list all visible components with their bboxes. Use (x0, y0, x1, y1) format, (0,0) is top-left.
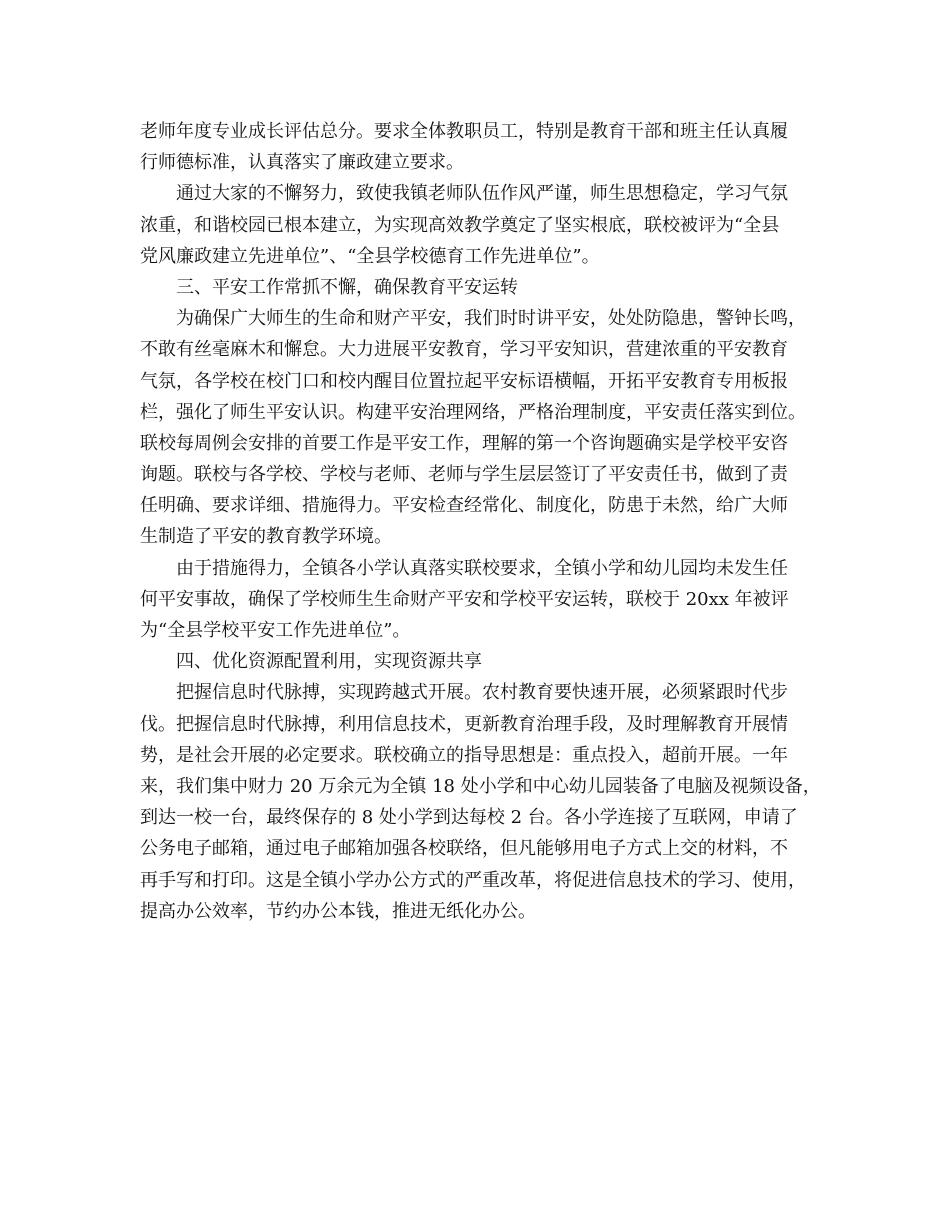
text-line: 到达一校一台，最终保存的 8 处小学到达每校 2 台。各小学连接了互联网，申请了 (140, 807, 798, 829)
text-line: 通过大家的不懈努力，致使我镇老师队伍作风严谨，师生思想稳定，学习气氛 (176, 183, 788, 205)
text-line: 公务电子邮箱，通过电子邮箱加强各校联络，但凡能够用电子方式上交的材料，不 (140, 838, 788, 860)
text-line: 询题。联校与各学校、学校与老师、老师与学生层层签订了平安责任书，做到了责 (140, 464, 788, 486)
text-line: 四、优化资源配置利用，实现资源共享 (176, 651, 482, 673)
text-line: 老师年度专业成长评估总分。要求全体教职员工，特别是教育干部和班主任认真履 (140, 121, 788, 142)
text-line: 何平安事故，确保了学校师生生命财产平安和学校平安运转，联校于 20xx 年被评 (140, 588, 789, 610)
text-line: 行师德标准，认真落实了廉政建立要求。 (140, 152, 464, 174)
text-line: 不敢有丝毫麻木和懈怠。大力进展平安教育，学习平安知识，营建浓重的平安教育 (140, 339, 788, 361)
document-body (140, 116, 830, 927)
text-line: 来，我们集中财力 20 万余元为全镇 18 处小学和中心幼儿园装备了电脑及视频设备， (140, 775, 821, 797)
text-line: 伐。把握信息时代脉搏，利用信息技术，更新教育治理手段，及时理解教育开展情 (140, 713, 788, 735)
text-line: 把握信息时代脉搏，实现跨越式开展。农村教育要快速开展，必须紧跟时代步 (176, 682, 788, 704)
text-line: 生制造了平安的教育教学环境。 (140, 526, 392, 548)
text-line: 为“全县学校平安工作先进单位”。 (140, 620, 411, 641)
text-line: 势，是社会开展的必定要求。联校确立的指导思想是：重点投入，超前开展。一年 (140, 744, 788, 766)
text-line: 为确保广大师生的生命和财产平安，我们时时讲平安，处处防隐患，警钟长鸣， (176, 308, 806, 330)
text-line: 提高办公效率，节约办公本钱，推进无纸化办公。 (140, 900, 536, 922)
text-line: 栏，强化了师生平安认识。构建平安治理网络，严格治理制度，平安责任落实到位。 (140, 401, 806, 423)
text-line: 联校每周例会安排的首要工作是平安工作，理解的第一个咨询题确实是学校平安咨 (140, 432, 788, 454)
text-line: 三、平安工作常抓不懈，确保教育平安运转 (176, 276, 518, 298)
text-line: 任明确、要求详细、措施得力。平安检查经常化、制度化，防患于未然，给广大师 (140, 495, 788, 517)
text-line: 党风廉政建立先进单位”、“全县学校德育工作先进单位”。 (140, 245, 600, 267)
text-line: 浓重，和谐校园已根本建立，为实现高效教学奠定了坚实根底，联校被评为“全县 (140, 214, 780, 236)
text-line: 气氛，各学校在校门口和校内醒目位置拉起平安标语横幅，开拓平安教育专用板报 (140, 370, 788, 392)
text-line: 由于措施得力，全镇各小学认真落实联校要求，全镇小学和幼儿园均未发生任 (176, 557, 788, 579)
text-line: 再手写和打印。这是全镇小学办公方式的严重改革，将促进信息技术的学习、使用， (140, 869, 806, 891)
